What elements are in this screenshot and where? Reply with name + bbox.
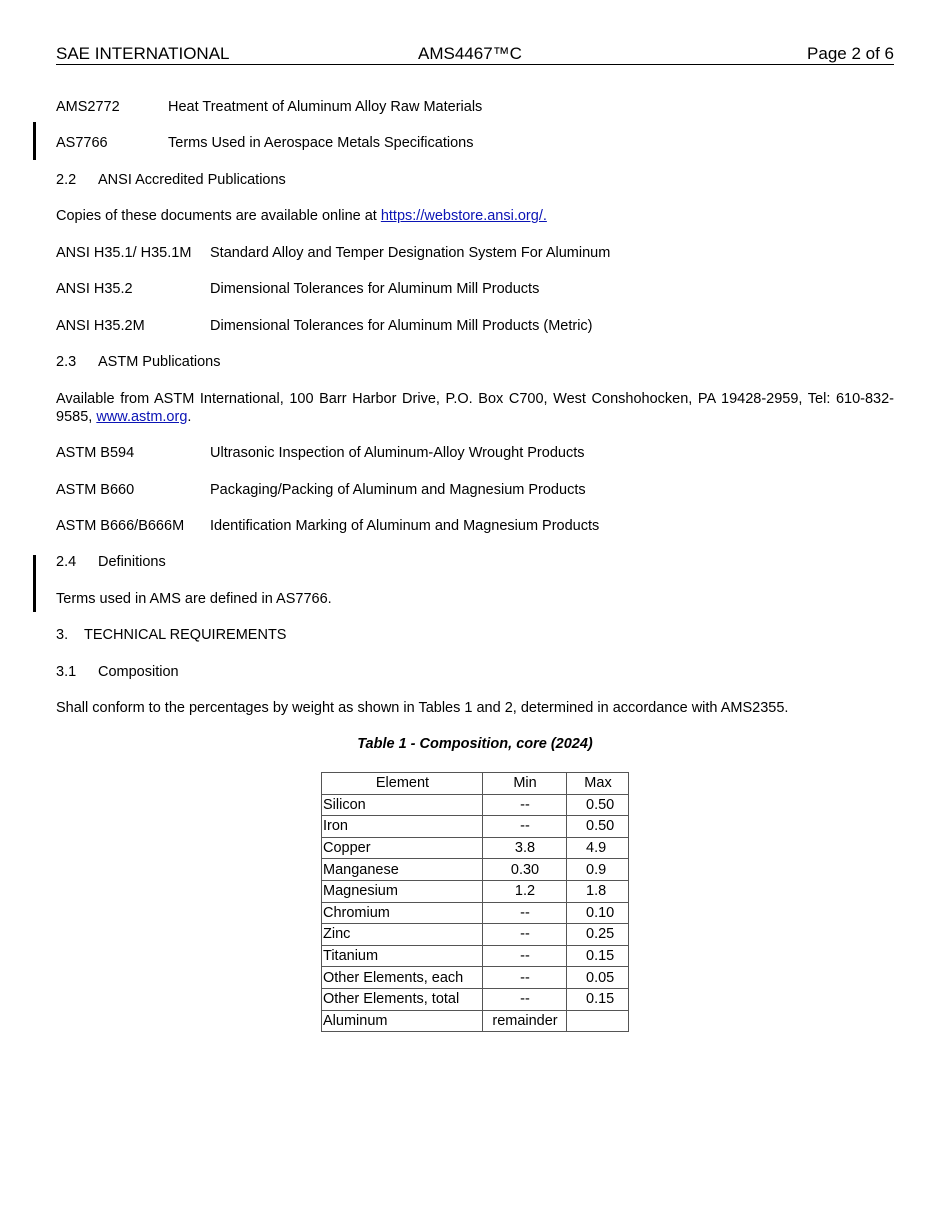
- reference-entry: [56, 134, 474, 152]
- cell-max: 0.50: [567, 816, 629, 838]
- cell-max: 0.15: [567, 945, 629, 967]
- cell-element: Manganese: [322, 859, 483, 881]
- cell-element: Silicon: [322, 794, 483, 816]
- page-header: [56, 44, 894, 65]
- table-caption: Table 1 - Composition, core (2024): [357, 736, 593, 752]
- reference-code: ASTM B660: [56, 482, 135, 498]
- section-number: 3.1: [56, 664, 77, 680]
- reference-title: Identification Marking of Aluminum and Magnesium Products: [210, 518, 600, 534]
- reference-entry: [56, 517, 600, 535]
- cell-element: Iron: [322, 816, 483, 838]
- cell-max: 0.25: [567, 924, 629, 946]
- cell-min: --: [483, 924, 567, 946]
- header-organization: SAE INTERNATIONAL: [56, 44, 230, 63]
- cell-element: Titanium: [322, 945, 483, 967]
- cell-min: 0.30: [483, 859, 567, 881]
- reference-entry: [56, 481, 586, 499]
- reference-title: Ultrasonic Inspection of Aluminum-Alloy Wrought Products: [210, 445, 585, 461]
- header-document-number: AMS4467™C: [418, 44, 522, 63]
- reference-code: ANSI H35.2M: [56, 318, 145, 334]
- reference-title: Dimensional Tolerances for Aluminum Mill Products: [210, 281, 540, 297]
- cell-max: 0.10: [567, 902, 629, 924]
- cell-max: 4.9: [567, 837, 629, 859]
- change-bar: [33, 122, 36, 160]
- table-row: [322, 816, 629, 838]
- cell-max: 0.9: [567, 859, 629, 881]
- astm-website-link[interactable]: www.astm.org: [96, 409, 188, 425]
- reference-code: AMS2772: [56, 99, 120, 115]
- cell-element: Other Elements, total: [322, 988, 483, 1010]
- section-heading: [56, 353, 221, 371]
- reference-entry: [56, 317, 593, 335]
- section-title: Definitions: [98, 554, 166, 570]
- composition-table: [321, 772, 629, 1032]
- cell-max: 0.05: [567, 967, 629, 989]
- table-row: [322, 924, 629, 946]
- paragraph-text: Copies of these documents are available online at: [56, 208, 381, 224]
- cell-min: --: [483, 945, 567, 967]
- paragraph: [56, 390, 894, 426]
- table-row: [322, 967, 629, 989]
- table-row: [322, 945, 629, 967]
- paragraph: [56, 590, 332, 608]
- cell-max: 0.15: [567, 988, 629, 1010]
- cell-max: [567, 1010, 629, 1032]
- section-number: 3.: [56, 627, 69, 643]
- section-heading: [56, 663, 179, 681]
- section-number: 2.3: [56, 354, 77, 370]
- cell-element: Aluminum: [322, 1010, 483, 1032]
- section-title: Composition: [98, 664, 179, 680]
- paragraph-text: Available from ASTM International, 100 Barr Harbor Drive, P.O. Box C700, West Conshohocken, PA 19428-2959, Tel: 610-832-9585,: [56, 391, 894, 425]
- column-header-element: Element: [322, 773, 483, 795]
- reference-code: ANSI H35.2: [56, 281, 133, 297]
- ansi-webstore-link[interactable]: https://webstore.ansi.org/.: [380, 208, 547, 224]
- cell-min: 3.8: [483, 837, 567, 859]
- section-number: 2.4: [56, 554, 77, 570]
- reference-entry: [56, 98, 483, 116]
- reference-title: Dimensional Tolerances for Aluminum Mill Products (Metric): [210, 318, 593, 334]
- cell-min: 1.2: [483, 880, 567, 902]
- cell-max: 1.8: [567, 880, 629, 902]
- cell-max: 0.50: [567, 794, 629, 816]
- column-header-min: Min: [483, 773, 567, 795]
- section-heading: [56, 171, 286, 189]
- change-bar: [33, 555, 36, 612]
- cell-element: Zinc: [322, 924, 483, 946]
- section-heading: [56, 626, 287, 644]
- section-number: 2.2: [56, 172, 77, 188]
- cell-min: --: [483, 902, 567, 924]
- cell-min: --: [483, 816, 567, 838]
- reference-title: Heat Treatment of Aluminum Alloy Raw Materials: [168, 99, 483, 115]
- header-page-number: Page 2 of 6: [807, 44, 894, 63]
- reference-entry: [56, 444, 585, 462]
- cell-element: Other Elements, each: [322, 967, 483, 989]
- reference-code: ASTM B666/B666M: [56, 518, 185, 534]
- section-title: ANSI Accredited Publications: [98, 172, 286, 188]
- cell-min: remainder: [483, 1010, 567, 1032]
- table-row: [322, 902, 629, 924]
- reference-entry: [56, 244, 611, 262]
- table-row: [322, 1010, 629, 1032]
- section-title: ASTM Publications: [98, 354, 221, 370]
- cell-min: --: [483, 988, 567, 1010]
- section-heading: [56, 553, 166, 571]
- reference-title: Packaging/Packing of Aluminum and Magnesium Products: [210, 482, 586, 498]
- cell-element: Chromium: [322, 902, 483, 924]
- paragraph: [56, 699, 788, 717]
- cell-element: Copper: [322, 837, 483, 859]
- table-row: [322, 859, 629, 881]
- reference-title: Standard Alloy and Temper Designation System For Aluminum: [210, 245, 611, 261]
- table-row: [322, 880, 629, 902]
- reference-code: AS7766: [56, 135, 108, 151]
- table-row: [322, 794, 629, 816]
- paragraph-text: Terms used in AMS are defined in AS7766.: [56, 591, 332, 607]
- column-header-max: Max: [567, 773, 629, 795]
- section-title: TECHNICAL REQUIREMENTS: [84, 627, 287, 643]
- reference-code: ANSI H35.1/ H35.1M: [56, 245, 192, 261]
- table-row: [322, 837, 629, 859]
- reference-title: Terms Used in Aerospace Metals Specifications: [168, 135, 474, 151]
- cell-min: --: [483, 794, 567, 816]
- paragraph-text: Shall conform to the percentages by weight as shown in Tables 1 and 2, determined in accordance with AMS2355.: [56, 700, 789, 716]
- table-header-row: [322, 773, 629, 795]
- reference-entry: [56, 280, 540, 298]
- cell-min: --: [483, 967, 567, 989]
- paragraph: [56, 207, 547, 225]
- reference-code: ASTM B594: [56, 445, 135, 461]
- paragraph-end: .: [187, 409, 192, 425]
- cell-element: Magnesium: [322, 880, 483, 902]
- table-row: [322, 988, 629, 1010]
